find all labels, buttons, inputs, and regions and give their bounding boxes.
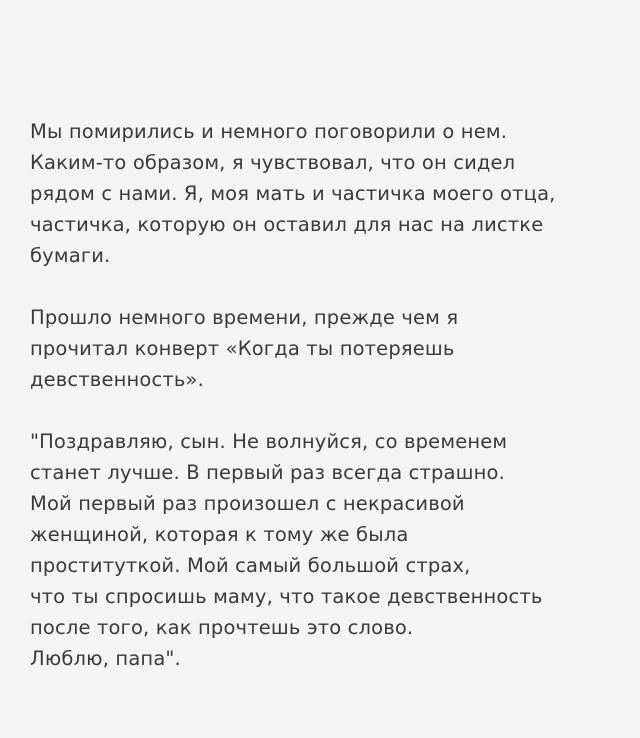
text-line: "Поздравляю, сын. Не волнуйся, со временем: [30, 430, 508, 453]
text-line: прочитал конверт «Когда ты потеряешь: [30, 337, 455, 360]
text-line: рядом с нами. Я, моя мать и частичка моего отца,: [30, 182, 556, 205]
text-line: проституткой. Мой самый большой страх,: [30, 554, 471, 577]
text-line: Каким-то образом, я чувствовал, что он сидел: [30, 151, 516, 174]
paragraph-envelope: [30, 302, 622, 395]
text-line: Люблю, папа".: [30, 647, 181, 670]
text-line: что ты спросишь маму, что такое девственность: [30, 585, 543, 608]
story-text: [30, 116, 622, 674]
paragraph-reconciliation: [30, 116, 622, 271]
text-line: бумаги.: [30, 244, 111, 267]
text-line: Прошло немного времени, прежде чем я: [30, 306, 459, 329]
text-line: девственность».: [30, 368, 204, 391]
text-line: Мой первый раз произошел с некрасивой: [30, 492, 465, 515]
text-line: станет лучше. В первый раз всегда страшно.: [30, 461, 505, 484]
text-line: после того, как прочтешь это слово.: [30, 616, 414, 639]
paragraph-letter: [30, 426, 622, 674]
text-line: женщиной, которая к тому же была: [30, 523, 409, 546]
text-line: частичка, которую он оставил для нас на листке: [30, 213, 544, 236]
text-line: Мы помирились и немного поговорили о нем.: [30, 120, 508, 143]
